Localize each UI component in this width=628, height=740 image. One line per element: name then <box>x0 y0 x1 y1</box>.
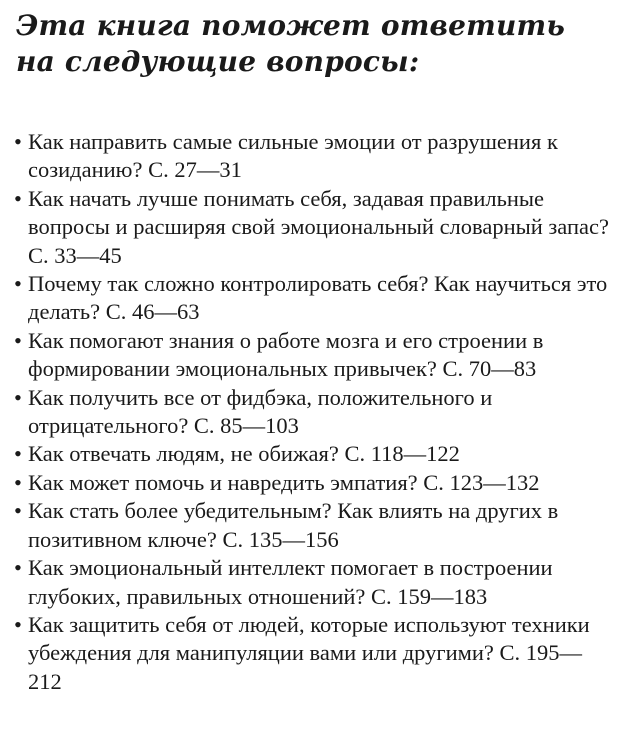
question-text: Почему так сложно контролировать себя? Как научиться это делать? С. 46—63 <box>28 271 608 325</box>
list-item <box>14 185 610 270</box>
list-item <box>14 611 610 696</box>
question-text: Как отвечать людям, не обижая? С. 118—122 <box>28 441 460 467</box>
bullet-icon: • <box>14 185 22 211</box>
list-item <box>14 469 610 497</box>
list-item <box>14 270 610 327</box>
list-item <box>14 384 610 441</box>
question-text: Как начать лучше понимать себя, задавая правильные вопросы и расширяя свой эмоциональный словарный запас? С. 33—45 <box>28 185 610 268</box>
bullet-icon: • <box>14 441 22 467</box>
question-text: Как стать более убедительным? Как влиять на других в позитивном ключе? С. 135—156 <box>28 498 559 552</box>
questions-list <box>14 128 610 696</box>
list-item <box>14 554 610 611</box>
bullet-icon: • <box>14 384 22 410</box>
bullet-icon: • <box>14 271 22 297</box>
bullet-icon: • <box>14 327 22 353</box>
bullet-icon: • <box>14 555 22 581</box>
bullet-icon: • <box>14 129 22 154</box>
list-item <box>14 440 610 468</box>
bullet-icon: • <box>14 611 22 637</box>
bullet-icon: • <box>14 498 22 524</box>
page-heading <box>14 8 610 80</box>
bullet-icon: • <box>14 469 22 495</box>
list-item <box>14 497 610 554</box>
question-text: Как получить все от фидбэка, положительного и отрицательного? С. 85—103 <box>28 384 493 439</box>
question-text: Как направить самые сильные эмоции от разрушения к созиданию? С. 27—31 <box>28 129 558 183</box>
question-text: Как помогают знания о работе мозга и его строении в формировании эмоциональных привычек? С. 70—83 <box>28 327 544 382</box>
question-text: Как эмоциональный интеллект помогает в построении глубоких, правильных отношений? С. 159—183 <box>28 555 553 609</box>
question-text: Как может помочь и навредить эмпатия? С. 123—132 <box>28 469 540 495</box>
list-item <box>14 128 610 185</box>
heading-line-2: на следующие вопросы: <box>16 45 420 78</box>
heading-line-1: Эта книга поможет ответить <box>16 9 566 42</box>
question-text: Как защитить себя от людей, которые используют техники убеждения для манипуляции вами или другими? С. 195—212 <box>28 611 590 694</box>
list-item <box>14 327 610 384</box>
